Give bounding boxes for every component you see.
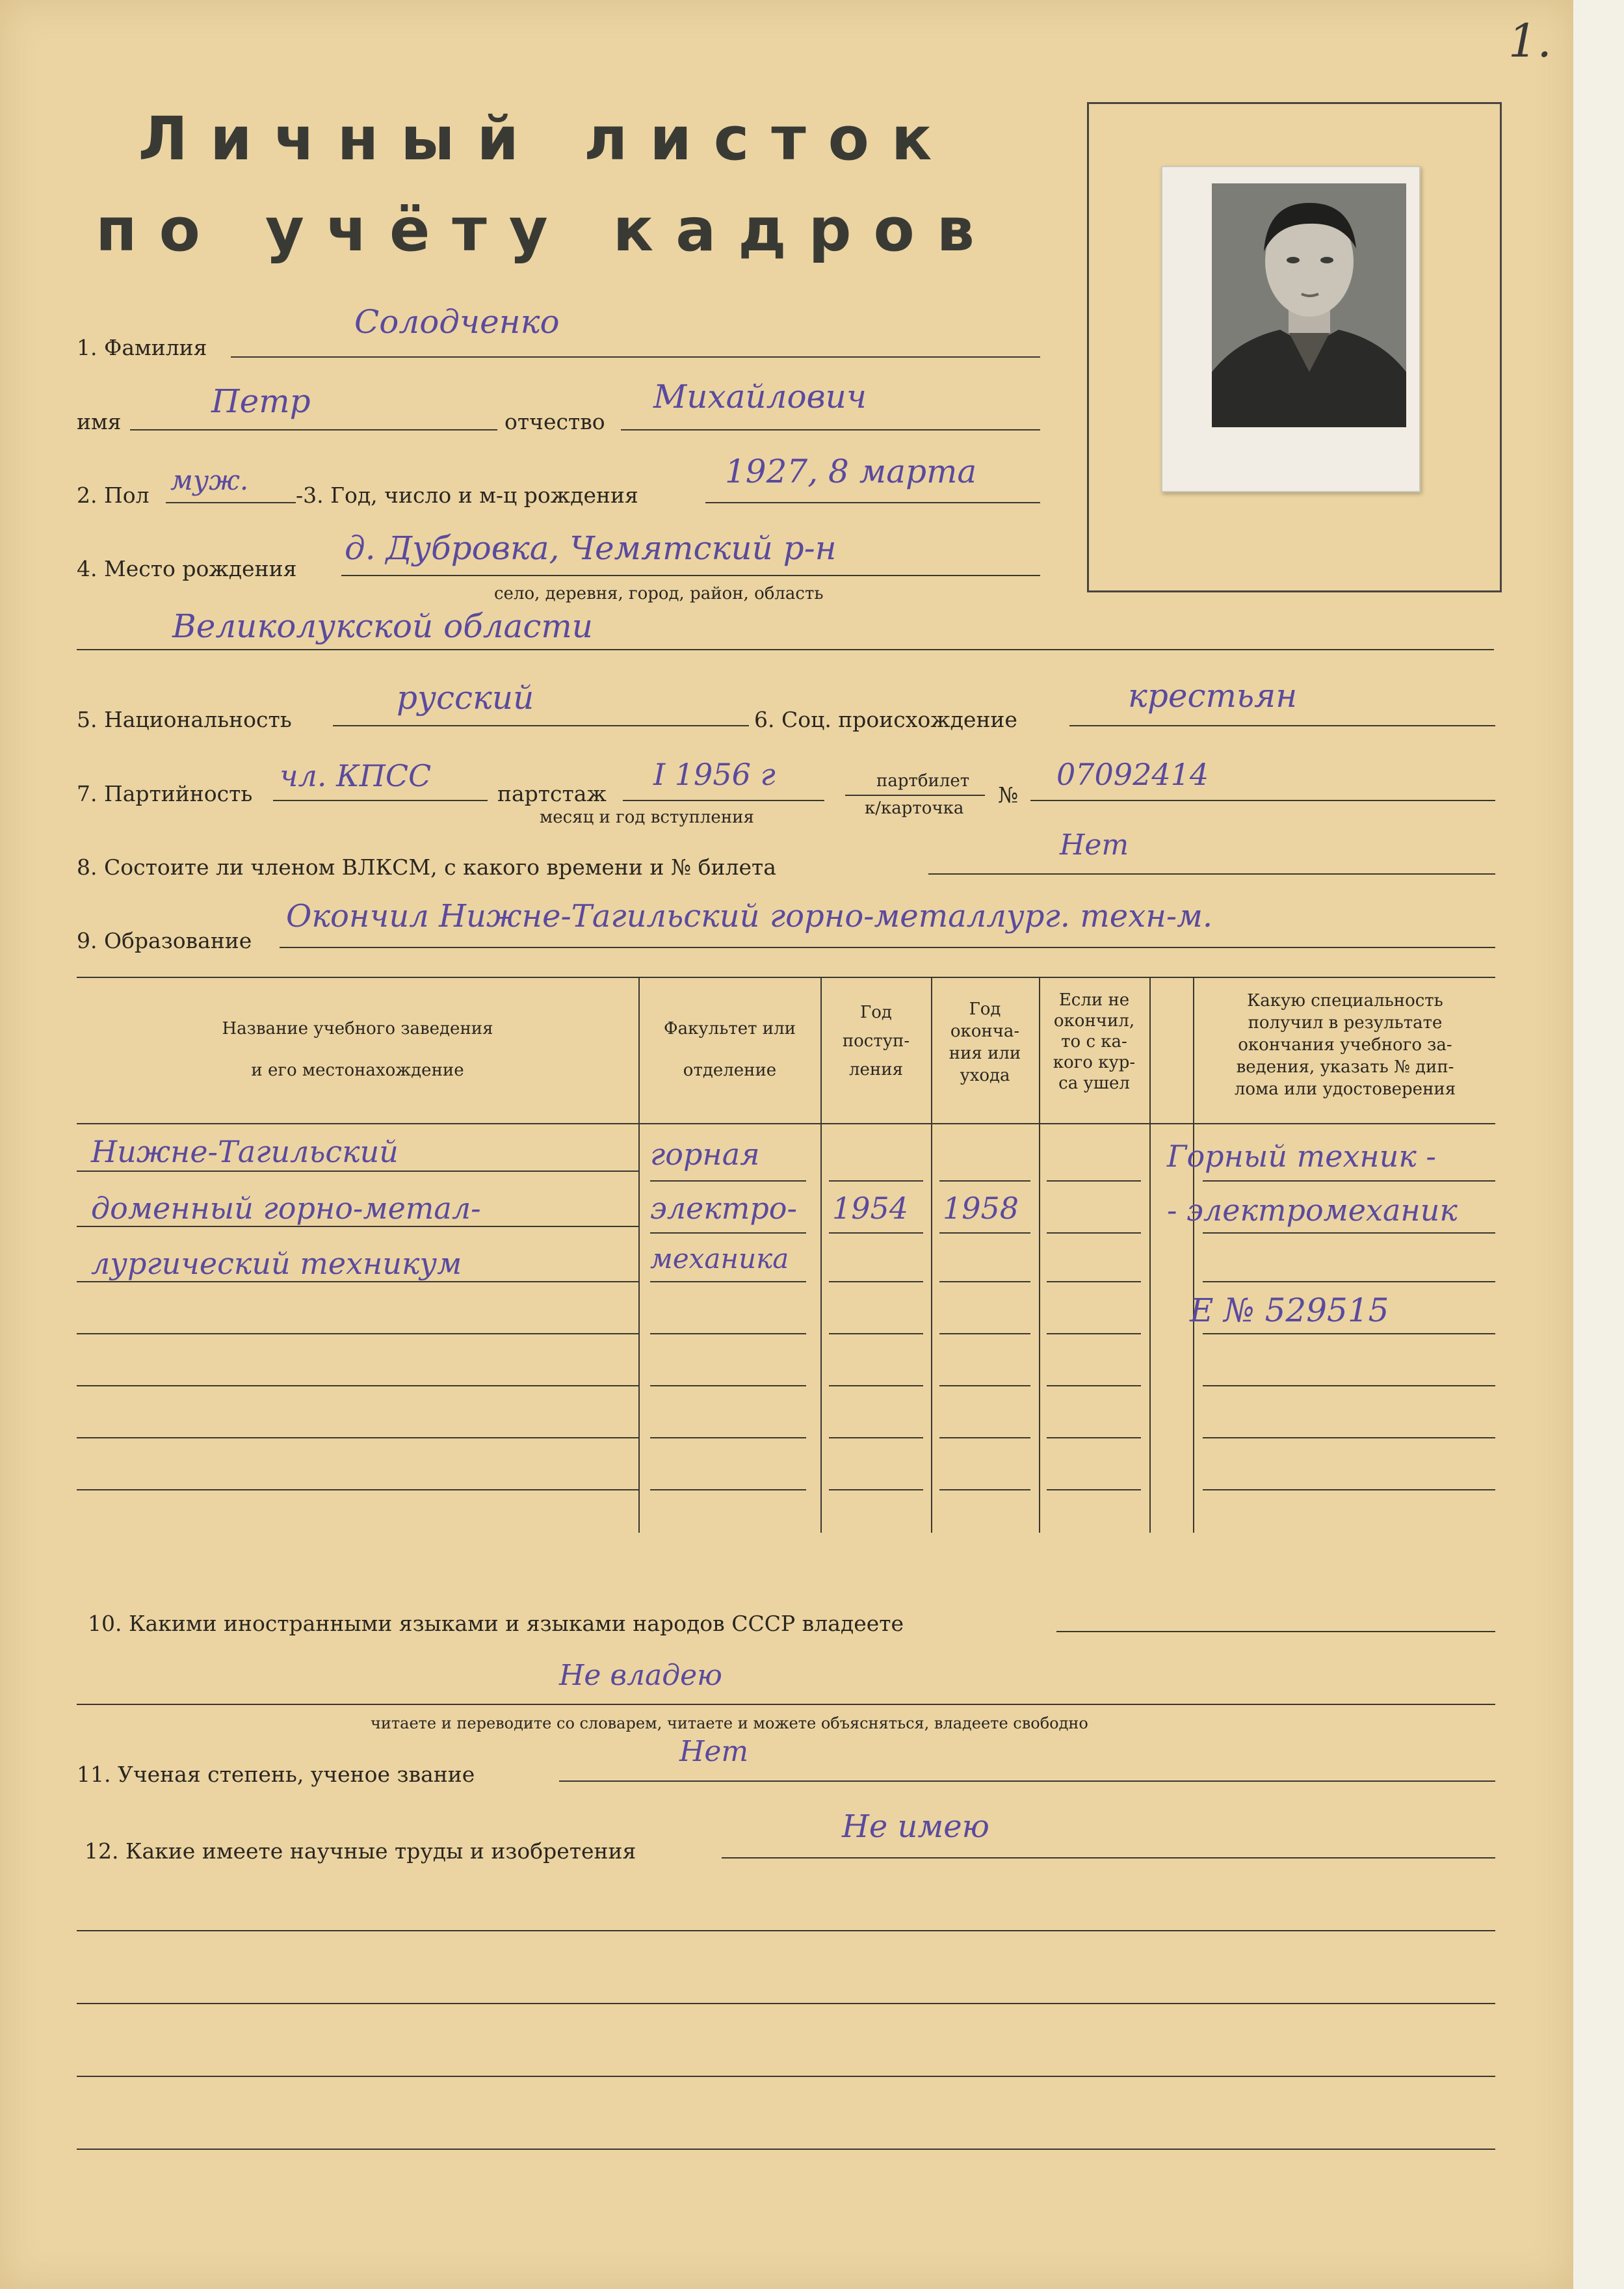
table-header-year-in: Год поступ- ления [842, 1003, 910, 1079]
table-col-divider [638, 977, 640, 1533]
party-card-label1: партбилет [876, 771, 970, 791]
number-sign: № [998, 782, 1019, 808]
birthplace-label: 4. Место рождения [77, 556, 297, 581]
works-label: 12. Какие имеете научные труды и изобретения [85, 1838, 636, 1864]
party-card-divider [845, 795, 985, 796]
degree-value[interactable]: Нет [679, 1735, 749, 1768]
patronymic-value[interactable]: Михайлович [653, 378, 867, 416]
form-title-line1: Личный листок [138, 104, 954, 174]
birth-value[interactable]: 1927, 8 марта [725, 453, 977, 490]
komsomol-value[interactable]: Нет [1060, 828, 1129, 862]
surname-line [231, 356, 1040, 358]
languages-label: 10. Какими иностранными языками и языками народов СССР владеете [88, 1611, 904, 1636]
party-exp-label: партстаж [497, 781, 607, 806]
table-row-specialty[interactable]: Горный техник - [1167, 1139, 1436, 1174]
table-header-specialty: Какую специальность получил в результате окончания учебного за- ведения, указать № дип- лома или удостоверения [1234, 991, 1456, 1099]
party-exp-hint: месяц и год вступления [540, 808, 754, 827]
table-row-faculty[interactable]: механика [650, 1243, 789, 1275]
sex-label: 2. Пол [77, 483, 150, 508]
table-header-institution: Название учебного заведения и его местонахождение [222, 1019, 493, 1080]
form-title-line2: по учёту кадров [96, 195, 997, 265]
party-card-value[interactable]: 07092414 [1056, 757, 1209, 792]
degree-line [559, 1780, 1495, 1782]
origin-value[interactable]: крестьян [1128, 677, 1298, 715]
party-line [273, 800, 488, 801]
languages-value[interactable]: Не владею [559, 1659, 722, 1692]
name-line [130, 429, 497, 430]
party-card-line [1030, 800, 1495, 801]
komsomol-label: 8. Состоите ли членом ВЛКСМ, с какого времени и № билета [77, 854, 776, 880]
table-header-border [77, 1123, 1495, 1124]
portrait-photo [1212, 183, 1406, 427]
languages-line [1056, 1631, 1495, 1632]
table-header-left-course: Если не окончил, то с ка- кого кур- са ушел [1053, 990, 1136, 1093]
birthplace-line [341, 575, 1040, 576]
sex-line [166, 502, 296, 503]
table-header-year-out: Год оконча- ния или ухода [949, 999, 1021, 1085]
table-row-year-out[interactable]: 1958 [943, 1191, 1019, 1226]
degree-label: 11. Ученая степень, ученое звание [77, 1762, 475, 1787]
party-label: 7. Партийность [77, 781, 253, 806]
party-card-label2: к/карточка [865, 799, 964, 818]
name-value[interactable]: Петр [211, 382, 311, 420]
table-top-border [77, 977, 1495, 978]
table-row-year-in[interactable]: 1954 [832, 1191, 909, 1226]
komsomol-line [928, 873, 1495, 875]
surname-value[interactable]: Солодченко [354, 303, 560, 341]
birth-line [705, 502, 1040, 503]
patronymic-line [621, 429, 1040, 430]
page-number: 1. [1508, 14, 1552, 68]
table-row-institution[interactable]: Нижне-Тагильский [91, 1134, 399, 1169]
table-col-divider [931, 977, 932, 1533]
birthplace-hint: село, деревня, город, район, область [494, 584, 824, 603]
origin-label: 6. Соц. происхождение [754, 707, 1017, 732]
name-label: имя [77, 409, 122, 434]
table-row-institution[interactable]: лургический техникум [91, 1246, 462, 1281]
table-header-faculty: Факультет или отделение [664, 1019, 796, 1080]
sex-value[interactable]: муж. [170, 464, 249, 496]
table-row-faculty[interactable]: горная [650, 1137, 760, 1172]
origin-line [1069, 725, 1495, 726]
nationality-value[interactable]: русский [397, 679, 534, 717]
table-col-divider [1193, 977, 1194, 1533]
surname-label: 1. Фамилия [77, 335, 207, 360]
education-value[interactable]: Окончил Нижне-Тагильский горно-металлург. техн-м. [286, 898, 1213, 934]
birthplace-value2[interactable]: Великолукской области [172, 607, 593, 645]
portrait-silhouette-icon [1212, 183, 1406, 427]
languages-hint: читаете и переводите со словарем, читаете и можете объясняться, владеете свободно [371, 1714, 1088, 1732]
education-line [280, 947, 1495, 948]
education-label: 9. Образование [77, 928, 252, 953]
table-row-diploma-number[interactable]: Е № 529515 [1190, 1291, 1389, 1329]
party-exp-line [623, 800, 824, 801]
photo-card [1161, 166, 1421, 492]
table-row-faculty[interactable]: электро- [650, 1191, 798, 1226]
patronymic-label: отчество [504, 409, 605, 434]
languages-line2 [77, 1704, 1495, 1705]
birthplace-value[interactable]: д. Дубровка, Чемятский р-н [345, 529, 837, 567]
nationality-line [333, 725, 749, 726]
works-value[interactable]: Не имею [842, 1808, 989, 1845]
nationality-label: 5. Национальность [77, 707, 292, 732]
table-row-institution[interactable]: доменный горно-метал- [91, 1191, 481, 1226]
party-exp-value[interactable]: I 1956 г [653, 757, 776, 792]
party-value[interactable]: чл. КПСС [280, 758, 432, 793]
table-row-specialty[interactable]: - электромеханик [1167, 1193, 1458, 1228]
birth-label: -3. Год, число и м-ц рождения [296, 483, 638, 508]
table-col-divider [820, 977, 822, 1533]
birthplace-line2 [77, 649, 1494, 650]
table-col-divider [1149, 977, 1151, 1533]
works-line [722, 1857, 1495, 1859]
